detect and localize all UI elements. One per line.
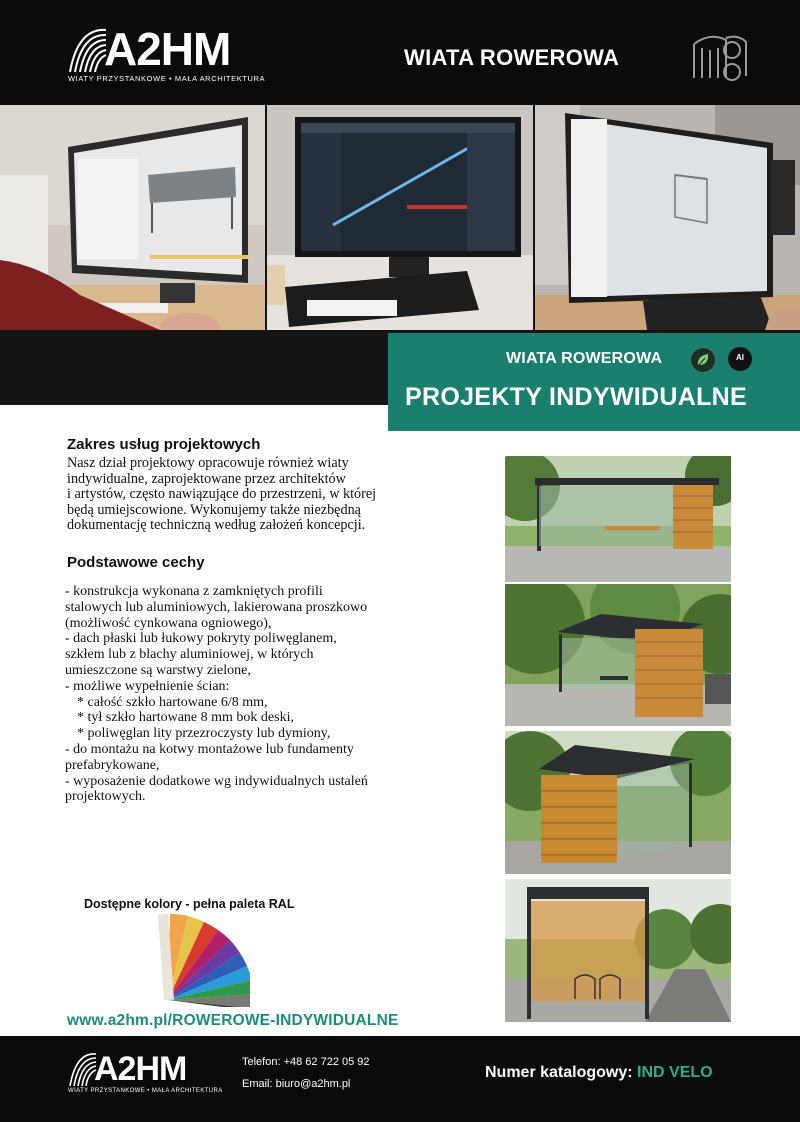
features-list [63,584,423,805]
ral-color-fan-icon [150,912,250,1007]
banner-title: PROJEKTY INDYWIDUALNE [405,383,747,411]
services-heading: Zakres usług projektowych [67,436,261,453]
bike-shelter-icon [690,30,750,82]
feature-line: prefabrykowane, [65,757,160,773]
feature-line: (możliwość cynkowana ogniowego), [65,615,272,631]
shelter-photo-2 [505,584,731,726]
services-paragraph [67,456,397,534]
a2hm-logo[interactable] [68,23,270,86]
feature-line: - dach płaski lub łukowy pokryty poliwęglanem, [65,631,337,647]
eco-leaf-icon [690,347,716,373]
footer-logo-tagline: WIATY PRZYSTANKOWE • MAŁA ARCHITEKTURA [68,1088,223,1094]
feature-line: * tył szkło hartowane 8 mm bok deski, [77,710,294,726]
colors-label: Dostępne kolory - pełna paleta RAL [84,897,295,911]
feature-line: projektowych. [65,789,146,805]
feature-line: stalowych lub aluminiowych, lakierowana proszkowo [65,599,368,615]
shelter-photo-3 [505,731,731,874]
ai-badge-icon: AI [728,347,752,371]
services-line: dokumentację techniczną według założeń koncepcji. [67,517,366,533]
services-line: i artystów, często nawiązujące do przestrzeni, w której [67,486,377,502]
footer-logo[interactable] [68,1050,223,1097]
catalog-code: IND VELO [637,1064,713,1081]
banner-subtitle: WIATA ROWEROWA [506,350,663,367]
contact-phone[interactable]: Telefon: +48 62 722 05 92 [242,1056,370,1068]
feature-line: * całość szkło hartowane 6/8 mm, [77,694,268,710]
product-url-link[interactable]: www.a2hm.pl/ROWEROWE-INDYWIDUALNE [67,1012,399,1029]
shelter-photo-4 [505,879,731,1022]
photo-workstation-1 [0,105,265,330]
catalog-label: Numer katalogowy: [485,1064,633,1081]
footer-bar [0,1036,800,1122]
feature-line: - do montażu na kotwy montażowe lub fundamenty [65,741,354,757]
services-line: będą umiejscowione. Wykonujemy także niezbędną [67,501,361,518]
feature-line: umieszczone są warstwy zielone, [65,662,251,678]
logo-tagline: WIATY PRZYSTANKOWE • MAŁA ARCHITEKTURA [68,74,266,83]
photo-workstation-2 [267,105,533,330]
feature-line: - wyposażenie dodatkowe wg indywidualnych ustaleń [65,773,368,789]
catalog-number [485,1064,713,1082]
feature-line: * poliwęglan lity przezroczysty lub dymiony, [77,726,331,742]
services-line: Nasz dział projektowy opracowuje również wiaty [67,455,349,471]
header-bar [0,0,800,105]
photo-workstation-3 [535,105,800,330]
logo-wordmark: A2HM [104,23,231,75]
contact-email[interactable]: Email: biuro@a2hm.pl [242,1078,351,1090]
footer-logo-wordmark: A2HM [94,1050,187,1088]
logo-stripes-icon [68,1052,98,1086]
title-banner [388,333,800,431]
feature-line: - konstrukcja wykonana z zamkniętych profili [65,584,323,599]
feature-line: - możliwe wypełnienie ścian: [65,678,230,694]
features-heading: Podstawowe cechy [67,554,205,571]
feature-line: szkłem lub z blachy aluminiowej, w których [65,647,314,663]
page-title: WIATA ROWEROWA [404,45,620,70]
shelter-photo-1 [505,456,731,582]
services-line: indywidualne, zaprojektowane przez architektów [67,470,346,487]
